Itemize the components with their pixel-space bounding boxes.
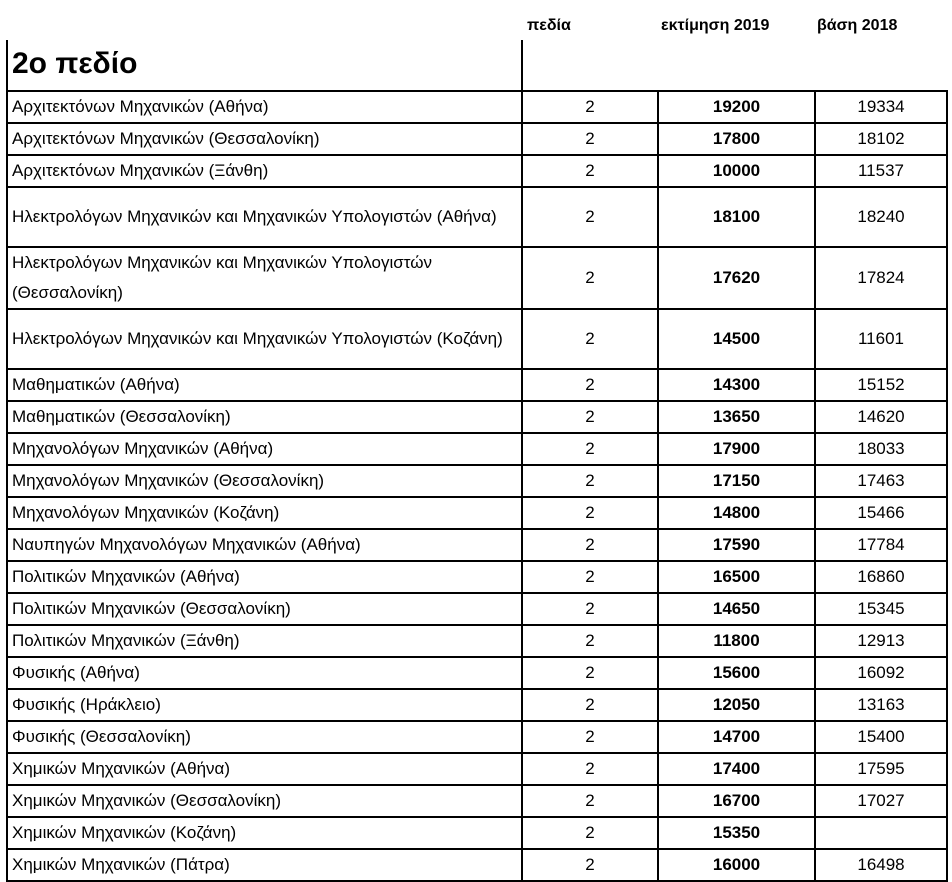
- table-row: [7, 497, 947, 529]
- pedia-value: 2: [522, 785, 658, 817]
- estimate-value: 11800: [658, 625, 815, 657]
- estimate-value: 14700: [658, 721, 815, 753]
- estimate-value: 12050: [658, 689, 815, 721]
- estimate-value: 17900: [658, 433, 815, 465]
- section-title: 2ο πεδίο: [12, 47, 138, 80]
- pedia-value: 2: [522, 625, 658, 657]
- base-value: 11601: [815, 309, 947, 369]
- estimate-value: 16500: [658, 561, 815, 593]
- department-name: Χημικών Μηχανικών (Κοζάνη): [7, 817, 522, 849]
- department-name: Ηλεκτρολόγων Μηχανικών και Μηχανικών Υπολογιστών (Κοζάνη): [7, 309, 522, 369]
- base-value: [815, 817, 947, 849]
- pedia-value: 2: [522, 465, 658, 497]
- table-row: [7, 187, 947, 247]
- table-row: [7, 849, 947, 881]
- estimate-value: 14300: [658, 369, 815, 401]
- title-right-border: [521, 40, 523, 92]
- pedia-value: 2: [522, 309, 658, 369]
- department-name: Χημικών Μηχανικών (Θεσσαλονίκη): [7, 785, 522, 817]
- base-value: 17824: [815, 247, 947, 309]
- estimate-value: 16700: [658, 785, 815, 817]
- base-value: 11537: [815, 155, 947, 187]
- department-name: Χημικών Μηχανικών (Πάτρα): [7, 849, 522, 881]
- department-name: Φυσικής (Θεσσαλονίκη): [7, 721, 522, 753]
- base-value: 18102: [815, 123, 947, 155]
- table-row: [7, 689, 947, 721]
- column-header-estimate-2019: εκτίμηση 2019: [661, 17, 770, 34]
- pedia-value: 2: [522, 155, 658, 187]
- department-name: Πολιτικών Μηχανικών (Αθήνα): [7, 561, 522, 593]
- department-name: Μηχανολόγων Μηχανικών (Κοζάνη): [7, 497, 522, 529]
- pedia-value: 2: [522, 753, 658, 785]
- department-name: Χημικών Μηχανικών (Αθήνα): [7, 753, 522, 785]
- pedia-value: 2: [522, 593, 658, 625]
- estimate-value: 14500: [658, 309, 815, 369]
- base-value: 16498: [815, 849, 947, 881]
- estimate-value: 17620: [658, 247, 815, 309]
- department-name: Αρχιτεκτόνων Μηχανικών (Ξάνθη): [7, 155, 522, 187]
- pedia-value: 2: [522, 689, 658, 721]
- table-row: [7, 155, 947, 187]
- table-row: [7, 753, 947, 785]
- base-value: 15466: [815, 497, 947, 529]
- department-name: Μαθηματικών (Θεσσαλονίκη): [7, 401, 522, 433]
- estimate-value: 13650: [658, 401, 815, 433]
- department-name: Ηλεκτρολόγων Μηχανικών και Μηχανικών Υπολογιστών (Θεσσαλονίκη): [7, 247, 522, 309]
- base-value: 17027: [815, 785, 947, 817]
- table-row: [7, 561, 947, 593]
- estimate-value: 14800: [658, 497, 815, 529]
- base-value: 15152: [815, 369, 947, 401]
- estimate-value: 16000: [658, 849, 815, 881]
- pedia-value: 2: [522, 849, 658, 881]
- base-value: 17595: [815, 753, 947, 785]
- base-value: 15345: [815, 593, 947, 625]
- table-row: [7, 369, 947, 401]
- estimate-value: 17150: [658, 465, 815, 497]
- table-row: [7, 817, 947, 849]
- base-value: 17463: [815, 465, 947, 497]
- pedia-value: 2: [522, 401, 658, 433]
- column-header-pedia: πεδία: [527, 17, 571, 34]
- results-table: [6, 90, 948, 882]
- table-row: [7, 465, 947, 497]
- base-value: 14620: [815, 401, 947, 433]
- base-value: 13163: [815, 689, 947, 721]
- pedia-value: 2: [522, 657, 658, 689]
- estimate-value: 18100: [658, 187, 815, 247]
- table-row: [7, 433, 947, 465]
- table-row: [7, 247, 947, 309]
- department-name: Ηλεκτρολόγων Μηχανικών και Μηχανικών Υπολογιστών (Αθήνα): [7, 187, 522, 247]
- estimate-value: 17400: [658, 753, 815, 785]
- estimate-value: 15350: [658, 817, 815, 849]
- title-left-border: [6, 40, 8, 92]
- estimate-value: 14650: [658, 593, 815, 625]
- pedia-value: 2: [522, 561, 658, 593]
- pedia-value: 2: [522, 123, 658, 155]
- base-value: 15400: [815, 721, 947, 753]
- base-value: 18240: [815, 187, 947, 247]
- department-name: Αρχιτεκτόνων Μηχανικών (Θεσσαλονίκη): [7, 123, 522, 155]
- pedia-value: 2: [522, 721, 658, 753]
- estimate-value: 10000: [658, 155, 815, 187]
- pedia-value: 2: [522, 529, 658, 561]
- department-name: Μηχανολόγων Μηχανικών (Θεσσαλονίκη): [7, 465, 522, 497]
- table-row: [7, 625, 947, 657]
- department-name: Φυσικής (Αθήνα): [7, 657, 522, 689]
- pedia-value: 2: [522, 497, 658, 529]
- table-row: [7, 657, 947, 689]
- base-value: 12913: [815, 625, 947, 657]
- table-row: [7, 593, 947, 625]
- department-name: Ναυπηγών Μηχανολόγων Μηχανικών (Αθήνα): [7, 529, 522, 561]
- base-value: 16860: [815, 561, 947, 593]
- estimate-value: 19200: [658, 91, 815, 123]
- department-name: Αρχιτεκτόνων Μηχανικών (Αθήνα): [7, 91, 522, 123]
- table-row: [7, 309, 947, 369]
- pedia-value: 2: [522, 817, 658, 849]
- table-row: [7, 721, 947, 753]
- department-name: Πολιτικών Μηχανικών (Ξάνθη): [7, 625, 522, 657]
- estimate-value: 15600: [658, 657, 815, 689]
- table-row: [7, 123, 947, 155]
- estimate-value: 17590: [658, 529, 815, 561]
- base-value: 18033: [815, 433, 947, 465]
- pedia-value: 2: [522, 91, 658, 123]
- table-row: [7, 401, 947, 433]
- department-name: Φυσικής (Ηράκλειο): [7, 689, 522, 721]
- pedia-value: 2: [522, 369, 658, 401]
- base-value: 19334: [815, 91, 947, 123]
- department-name: Πολιτικών Μηχανικών (Θεσσαλονίκη): [7, 593, 522, 625]
- estimate-value: 17800: [658, 123, 815, 155]
- table-row: [7, 91, 947, 123]
- department-name: Μαθηματικών (Αθήνα): [7, 369, 522, 401]
- pedia-value: 2: [522, 187, 658, 247]
- pedia-value: 2: [522, 433, 658, 465]
- table-row: [7, 529, 947, 561]
- base-value: 17784: [815, 529, 947, 561]
- pedia-value: 2: [522, 247, 658, 309]
- column-header-base-2018: βάση 2018: [817, 17, 898, 34]
- department-name: Μηχανολόγων Μηχανικών (Αθήνα): [7, 433, 522, 465]
- table-row: [7, 785, 947, 817]
- base-value: 16092: [815, 657, 947, 689]
